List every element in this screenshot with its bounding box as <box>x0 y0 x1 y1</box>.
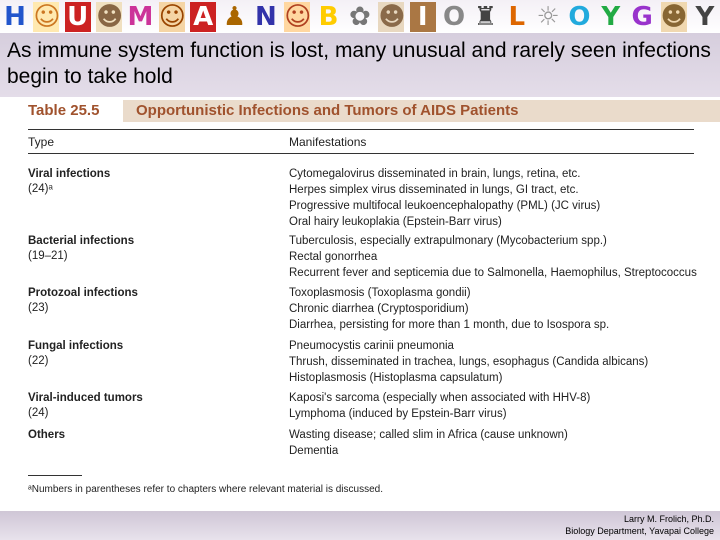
manifestation-item: Histoplasmosis (Histoplasma capsulatum) <box>289 372 503 384</box>
banner-tile: ☺ <box>284 1 312 32</box>
manifestation-item: Herpes simplex virus disseminated in lungs, GI tract, etc. <box>289 184 579 196</box>
row-type: Viral-induced tumors <box>28 392 143 404</box>
row-type: Fungal infections <box>28 340 124 352</box>
manifestation-item: Thrush, disseminated in trachea, lungs, esophagus (Candida albicans) <box>289 356 649 368</box>
table-header-rule <box>28 153 694 154</box>
column-header-type: Type <box>28 135 55 149</box>
manifestation-item: Cytomegalovirus disseminated in brain, lungs, retina, etc. <box>289 168 581 180</box>
row-chapters: (19–21) <box>28 250 68 262</box>
row-chapters: (24)ᵃ <box>28 183 53 195</box>
row-type: Protozoal infections <box>28 287 138 299</box>
author-credit <box>565 513 714 537</box>
banner-tile: Y <box>601 1 621 32</box>
banner-tile: ♟ <box>222 1 247 32</box>
banner-tile: ☻ <box>660 1 688 32</box>
banner-tile: O <box>568 1 591 32</box>
banner-tile: ☼ <box>536 1 560 32</box>
manifestation-item: Chronic diarrhea (Cryptosporidium) <box>289 303 469 315</box>
credit-affiliation: Biology Department, Yavapai College <box>565 526 714 536</box>
row-chapters: (23) <box>28 302 49 314</box>
banner-tile: B <box>318 1 339 32</box>
banner-tile: ♜ <box>473 1 498 32</box>
manifestation-item: Progressive multifocal leukoencephalopathy (PML) (JC virus) <box>289 200 601 212</box>
footnote-rule <box>28 475 82 476</box>
row-chapters: (22) <box>28 355 49 367</box>
table-footnote: ᵃNumbers in parentheses refer to chapters where relevant material is discussed. <box>28 484 383 495</box>
banner-tile: Y <box>695 1 715 32</box>
banner-tile: G <box>631 1 653 32</box>
banner-tile: ☻ <box>378 1 406 32</box>
manifestation-item: Pneumocystis carinii pneumonia <box>289 340 454 352</box>
banner-tile: U <box>65 2 91 32</box>
banner-tile: ☺ <box>33 1 61 32</box>
table-header <box>8 100 720 122</box>
table-top-rule <box>28 129 694 130</box>
table-number: Table 25.5 <box>28 102 100 119</box>
manifestation-item: Lymphoma (induced by Epstein-Barr virus) <box>289 408 507 420</box>
manifestation-item: Rectal gonorrhea <box>289 251 378 263</box>
manifestation-item: Kaposi's sarcoma (especially when associated with HHV-8) <box>289 392 591 404</box>
decorative-banner <box>0 0 720 33</box>
banner-tile: L <box>508 1 526 32</box>
column-header-manifestations: Manifestations <box>289 135 367 149</box>
banner-tile: ✿ <box>349 1 371 32</box>
manifestation-item: Diarrhea, persisting for more than 1 month, due to Isospora sp. <box>289 319 610 331</box>
manifestation-item: Wasting disease; called slim in Africa (cause unknown) <box>289 429 568 441</box>
row-type: Others <box>28 429 66 441</box>
banner-tile: A <box>190 2 216 32</box>
credit-name: Larry M. Frolich, Ph.D. <box>623 514 714 524</box>
banner-tile: M <box>127 1 154 32</box>
slide-title: As immune system function is lost, many unusual and rarely seen infections begin to take hold <box>7 39 711 88</box>
table-title: Opportunistic Infections and Tumors of AIDS Patients <box>136 102 519 119</box>
manifestation-item: Toxoplasmosis (Toxoplasma gondii) <box>289 287 471 299</box>
banner-tile: ☻ <box>96 1 124 32</box>
banner-tile: ☺ <box>158 1 186 32</box>
banner-tile: I <box>410 2 436 32</box>
row-type: Bacterial infections <box>28 235 135 247</box>
manifestation-item: Dementia <box>289 445 339 457</box>
manifestation-item: Recurrent fever and septicemia due to Salmonella, Haemophilus, Streptococcus <box>289 267 697 279</box>
banner-tile: O <box>442 1 466 32</box>
row-type: Viral infections <box>28 168 111 180</box>
banner-tile: H <box>4 1 26 32</box>
manifestation-item: Tuberculosis, especially extrapulmonary (Mycobacterium spp.) <box>289 235 607 247</box>
banner-tile: N <box>254 1 277 32</box>
row-chapters: (24) <box>28 407 49 419</box>
manifestation-item: Oral hairy leukoplakia (Epstein-Barr virus) <box>289 216 502 228</box>
